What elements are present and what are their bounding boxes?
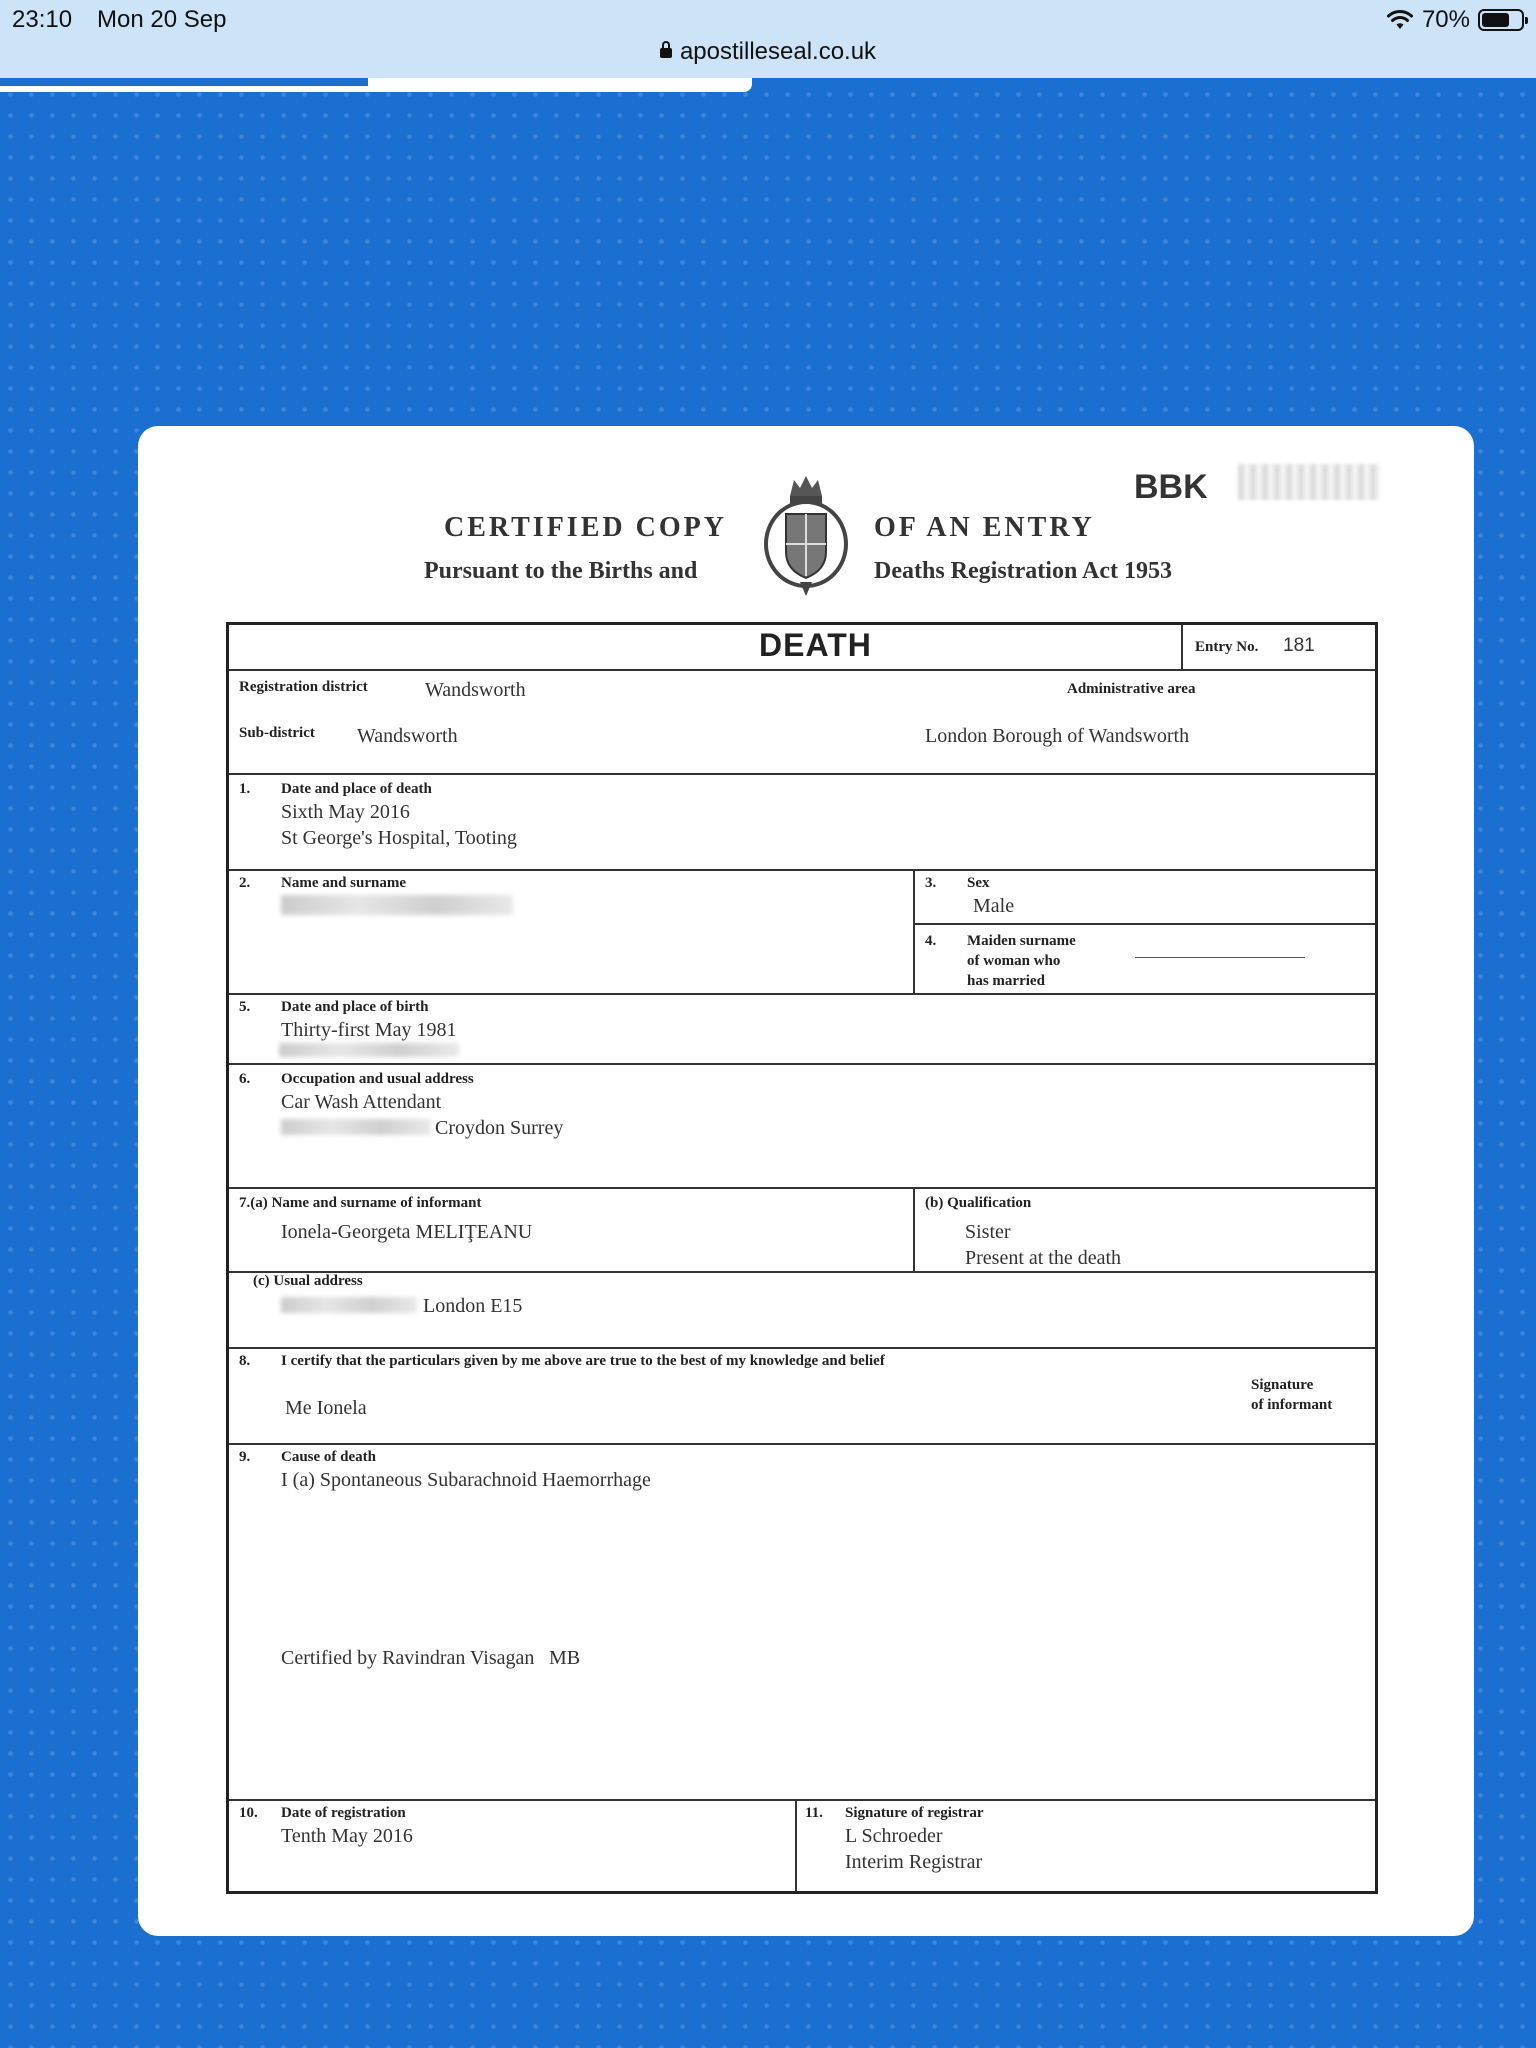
death-place: St George's Hospital, Tooting — [281, 827, 517, 849]
registrar-name: L Schroeder — [845, 1825, 943, 1847]
header-pursuant: Pursuant to the Births and — [424, 558, 698, 584]
certificate-series: BBK — [1134, 468, 1208, 506]
qualification: Sister — [965, 1221, 1011, 1243]
page-load-progress — [0, 78, 752, 92]
registration-district-label: Registration district — [239, 679, 368, 695]
cause-of-death-label: Cause of death — [281, 1449, 377, 1465]
royal-coat-of-arms-icon — [760, 466, 852, 598]
informant-name-label: 7.(a) Name and surname of informant — [239, 1195, 482, 1211]
field-11-number: 11. — [805, 1805, 823, 1821]
registration-date: Tenth May 2016 — [281, 1825, 413, 1847]
informant-address: London E15 — [423, 1295, 523, 1317]
registration-date-label: Date of registration — [281, 1805, 406, 1821]
form-title: DEATH — [759, 627, 872, 663]
sub-district-label: Sub-district — [239, 725, 315, 741]
register-entry-form — [226, 622, 1378, 1894]
birth-date: Thirty-first May 1981 — [281, 1019, 457, 1041]
maiden-surname-label-2: of woman who — [967, 953, 1061, 969]
administrative-area-label: Administrative area — [1067, 681, 1196, 697]
status-date: Mon 20 Sep — [97, 6, 227, 33]
field-2-number: 2. — [239, 875, 251, 891]
entry-no: 181 — [1283, 635, 1315, 656]
status-time: 23:10 — [12, 6, 73, 33]
field-6-number: 6. — [239, 1071, 251, 1087]
certificate-card — [138, 426, 1474, 1936]
redacted-birth-place — [279, 1043, 459, 1057]
header-certified-copy: CERTIFIED COPY — [444, 512, 727, 543]
death-date: Sixth May 2016 — [281, 801, 410, 823]
lock-icon — [660, 48, 672, 58]
registration-district: Wandsworth — [425, 679, 526, 701]
wifi-icon — [1386, 9, 1414, 31]
redacted-street-address — [281, 1119, 431, 1135]
occupation: Car Wash Attendant — [281, 1091, 442, 1113]
maiden-surname-label: Maiden surname — [967, 933, 1076, 949]
informant-signature: Me Ionela — [285, 1397, 367, 1419]
birth-date-place-label: Date and place of birth — [281, 999, 429, 1015]
maiden-surname-label-3: has married — [967, 973, 1045, 989]
url-text[interactable]: apostilleseal.co.uk — [679, 38, 877, 65]
registrar-title: Interim Registrar — [845, 1851, 983, 1873]
header-registration-act: Deaths Registration Act 1953 — [874, 558, 1172, 584]
occupation-address-label: Occupation and usual address — [281, 1071, 474, 1087]
redacted-name — [281, 895, 513, 915]
status-bar — [0, 0, 1536, 78]
redacted-serial-number — [1238, 464, 1380, 500]
field-1-number: 1. — [239, 781, 251, 797]
maiden-surname-blank — [1135, 957, 1305, 958]
redacted-informant-street — [281, 1297, 417, 1313]
field-5-number: 5. — [239, 999, 251, 1015]
field-9-number: 9. — [239, 1449, 251, 1465]
qualification-detail: Present at the death — [965, 1247, 1122, 1269]
cause-of-death: I (a) Spontaneous Subarachnoid Haemorrhage — [281, 1469, 651, 1491]
battery-icon — [1478, 9, 1524, 31]
administrative-area: London Borough of Wandsworth — [925, 725, 1190, 747]
status-indicators — [1386, 6, 1524, 34]
certifier-qualification: MB — [549, 1647, 581, 1669]
field-3-number: 3. — [925, 875, 937, 891]
battery-percent: 70% — [1421, 6, 1470, 33]
death-certificate — [138, 426, 1474, 1936]
signature-label: Signature — [1251, 1377, 1314, 1393]
entry-no-label: Entry No. — [1195, 639, 1259, 655]
sex: Male — [973, 895, 1015, 917]
header-of-an-entry: OF AN ENTRY — [874, 512, 1095, 543]
sex-label: Sex — [967, 875, 990, 891]
field-8-number: 8. — [239, 1353, 251, 1369]
sub-district: Wandsworth — [357, 725, 458, 747]
informant-address-label: (c) Usual address — [253, 1273, 363, 1289]
usual-address: Croydon Surrey — [435, 1117, 564, 1139]
qualification-label: (b) Qualification — [925, 1195, 1032, 1211]
url-bar[interactable] — [0, 38, 1536, 66]
certification-statement: I certify that the particulars given by me above are true to the best of my knowledge and belief — [281, 1353, 885, 1369]
registrar-signature-label: Signature of registrar — [845, 1805, 984, 1821]
death-date-place-label: Date and place of death — [281, 781, 432, 797]
signature-label-2: of informant — [1251, 1397, 1333, 1413]
field-10-number: 10. — [239, 1805, 258, 1821]
name-surname-label: Name and surname — [281, 875, 407, 891]
certified-by: Certified by Ravindran Visagan — [281, 1647, 535, 1669]
field-4-number: 4. — [925, 933, 937, 949]
informant-name: Ionela-Georgeta MELIŢEANU — [281, 1221, 533, 1243]
